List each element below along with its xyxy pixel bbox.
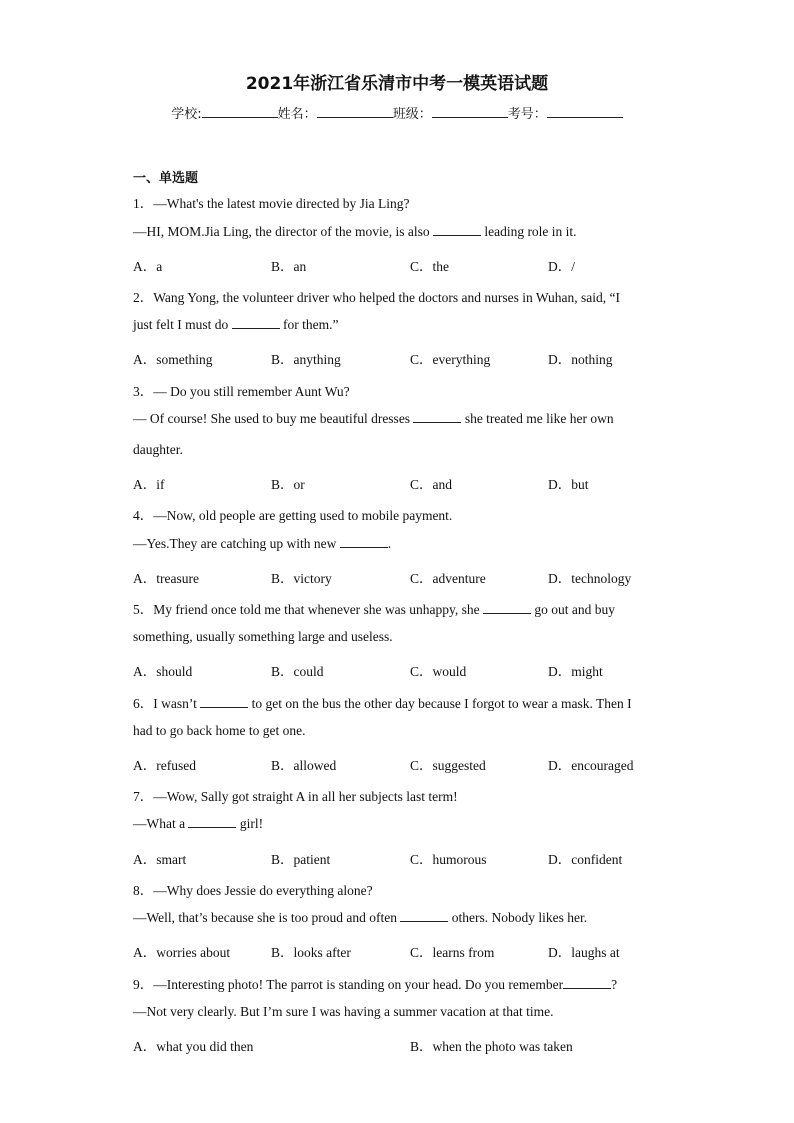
- question-8-text-b: others. Nobody likes her.: [451, 910, 588, 925]
- question-3-text-b: she treated me like her own: [464, 411, 614, 426]
- q7-option-c[interactable]: C．humorous: [410, 852, 487, 867]
- answer-blank: [563, 977, 611, 989]
- question-7-text-b: girl!: [239, 816, 264, 831]
- student-info-line: [0, 103, 794, 122]
- q3-option-c[interactable]: C．and: [410, 477, 452, 492]
- question-2-text-a: just felt I must do: [133, 317, 229, 332]
- q8-option-d[interactable]: D．laughs at: [548, 945, 620, 960]
- question-8-text-a: —Well, that’s because she is too proud and often: [133, 910, 397, 925]
- q4-option-d[interactable]: D．technology: [548, 571, 632, 586]
- question-7-text-a: —What a: [133, 816, 186, 831]
- exam-number-blank[interactable]: [547, 105, 623, 118]
- exam-number-label: 考号：: [507, 107, 547, 122]
- answer-blank: [413, 411, 461, 423]
- q2-option-c[interactable]: C．everything: [410, 352, 491, 367]
- answer-blank: [400, 910, 448, 922]
- q7-option-b[interactable]: B．patient: [271, 852, 331, 867]
- question-2-text-b: for them.”: [283, 317, 339, 332]
- question-6-line-1: [133, 692, 632, 712]
- q2-option-d[interactable]: D．nothing: [548, 352, 613, 367]
- q4-option-c[interactable]: C．adventure: [410, 571, 486, 586]
- q3-option-b[interactable]: B．or: [271, 477, 305, 492]
- answer-blank: [232, 317, 280, 329]
- question-4-line-2: [133, 536, 391, 552]
- question-4-line-1: 4．—Now, old people are getting used to mobile payment.: [133, 508, 453, 523]
- answer-blank: [483, 602, 531, 614]
- q8-option-b[interactable]: B．looks after: [271, 945, 351, 960]
- question-8-line-2: [133, 910, 587, 926]
- name-label: 姓名：: [277, 107, 317, 122]
- class-blank[interactable]: [432, 105, 508, 118]
- q5-option-b[interactable]: B．could: [271, 664, 324, 679]
- q1-option-c[interactable]: C．the: [410, 259, 449, 274]
- q4-option-a[interactable]: A．treasure: [133, 571, 199, 586]
- question-2-line-1: 2．Wang Yong, the volunteer driver who helped the doctors and nurses in Wuhan, said, “I: [133, 290, 621, 305]
- question-6-text-a: 6．I wasn’t: [133, 696, 197, 711]
- question-1-text-b: leading role in it.: [484, 224, 577, 239]
- question-3-line-1: 3．— Do you still remember Aunt Wu?: [133, 384, 350, 399]
- q6-option-b[interactable]: B．allowed: [271, 758, 337, 773]
- question-3-text-a: — Of course! She used to buy me beautiful dresses: [133, 411, 411, 426]
- q4-option-b[interactable]: B．victory: [271, 571, 332, 586]
- q5-option-d[interactable]: D．might: [548, 664, 603, 679]
- question-3-line-3: daughter.: [133, 442, 183, 457]
- question-5-line-2: something, usually something large and useless.: [133, 629, 393, 644]
- q6-option-c[interactable]: C．suggested: [410, 758, 486, 773]
- question-5-text-a: 5．My friend once told me that whenever she was unhappy, she: [133, 602, 480, 617]
- q3-option-a[interactable]: A．if: [133, 477, 165, 492]
- q8-option-c[interactable]: C．learns from: [410, 945, 495, 960]
- question-3-line-2: [133, 411, 614, 427]
- question-5-line-1: [133, 598, 615, 618]
- q5-option-c[interactable]: C．would: [410, 664, 467, 679]
- q1-option-a[interactable]: A．a: [133, 259, 163, 274]
- question-9-line-2: —Not very clearly. But I’m sure I was having a summer vacation at that time.: [133, 1004, 554, 1019]
- q5-option-a[interactable]: A．should: [133, 664, 193, 679]
- question-7-line-1: 7．—Wow, Sally got straight A in all her subjects last term!: [133, 789, 458, 804]
- question-4-text-b: .: [387, 536, 392, 551]
- question-2-line-2: [133, 317, 338, 333]
- answer-blank: [200, 696, 248, 708]
- question-8-line-1: 8．—Why does Jessie do everything alone?: [133, 883, 373, 898]
- question-9-line-1: [133, 973, 617, 993]
- answer-blank: [188, 816, 236, 828]
- answer-blank: [433, 224, 481, 236]
- section-title: 一、单选题: [133, 171, 199, 186]
- q6-option-d[interactable]: D．encouraged: [548, 758, 634, 773]
- question-9-text-b: ?: [611, 977, 618, 992]
- school-label: 学校:: [171, 107, 202, 122]
- question-1-line-1: 1．—What's the latest movie directed by Jia Ling?: [133, 196, 410, 211]
- question-4-text-a: —Yes.They are catching up with new: [133, 536, 337, 551]
- q6-option-a[interactable]: A．refused: [133, 758, 196, 773]
- q9-option-b[interactable]: B．when the photo was taken: [410, 1039, 573, 1054]
- answer-blank: [340, 536, 388, 548]
- q1-option-d[interactable]: D．/: [548, 259, 575, 274]
- page-title: 2021年浙江省乐清市中考一模英语试题: [245, 74, 549, 94]
- question-1-text-a: —HI, MOM.Jia Ling, the director of the movie, is also: [133, 224, 430, 239]
- q2-option-b[interactable]: B．anything: [271, 352, 341, 367]
- q2-option-a[interactable]: A．something: [133, 352, 213, 367]
- q1-option-b[interactable]: B．an: [271, 259, 307, 274]
- name-blank[interactable]: [317, 105, 393, 118]
- question-5-text-b: go out and buy: [534, 602, 616, 617]
- q8-option-a[interactable]: A．worries about: [133, 945, 231, 960]
- question-7-line-2: [133, 816, 263, 832]
- class-label: 班级：: [392, 107, 432, 122]
- q3-option-d[interactable]: D．but: [548, 477, 589, 492]
- question-1-line-2: [133, 224, 577, 240]
- question-6-text-b: to get on the bus the other day because I forgot to wear a mask. Then I: [251, 696, 632, 711]
- question-9-text-a: 9．—Interesting photo! The parrot is standing on your head. Do you remember: [133, 977, 564, 992]
- q7-option-a[interactable]: A．smart: [133, 852, 187, 867]
- school-blank[interactable]: [202, 105, 278, 118]
- question-6-line-2: had to go back home to get one.: [133, 723, 306, 738]
- q7-option-d[interactable]: D．confident: [548, 852, 623, 867]
- q9-option-a[interactable]: A．what you did then: [133, 1039, 254, 1054]
